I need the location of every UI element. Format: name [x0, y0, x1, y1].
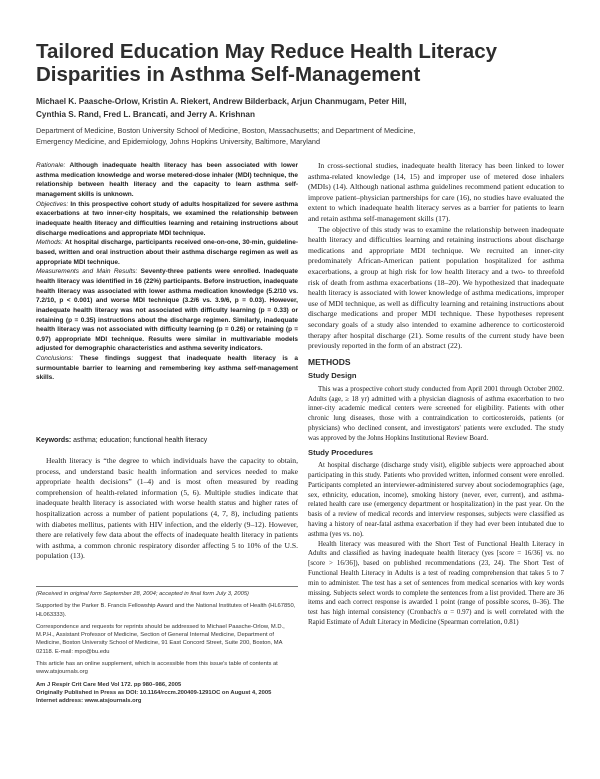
supplement-note: This article has an online supplement, which is accessible from this issue's table of contents at www.atsjournals.org	[36, 661, 278, 676]
abstract-conclusions-text: These findings suggest that inadequate health literacy is a surmountable barrier to learning and remembering key asthma self-management skills.	[36, 355, 298, 382]
study-procedures-paragraph-2: Health literacy was measured with the Short Test of Functional Health Literacy in Adults and classified as having inadequate health literacy (yes [score = 16/36] vs. no [score > 16/36]), based on published recommendations (23, 24). The Short Test of Functional Health Literacy in Adults is a test of reading comprehension that takes 5 to 7 min to administer. The test has a set of sentences from medical scenarios with key words missing. Subjects select words to complete the sentences from a list provided. There are 36 items and each correct response is awarded 1 point (range of possible scores, 0–36). The test has high internal consistency (Cronbach's α = 0.97) and is well correlated with the Rapid Estimate of Adult Literacy in Medicine (Spearman correlation, 0.81)	[308, 539, 564, 626]
abstract-measurements-text: Seventy-three patients were enrolled. Inadequate health literacy was identified in 16 (22%) participants. Before instruction, inadequate health literacy was associated with lower asthma medication knowledge (5.2/10 vs. 7.2/10, p < 0.001) and worse MDI technique (3.2/6 vs. 3.9/6, p = 0.03). However, inadequate health literacy was not associated with difficulty learning (p = 0.33) or retaining (p = 0.35) instructions about the discharge regimen. Similarly, inadequate health literacy was not associated with difficulty learning (p = 0.26) or retaining (p = 0.97) appropriate MDI technique. Results were similar in multivariable models adjusted for demographic characteristics and asthma severity indicators.	[36, 268, 298, 353]
abstract-methods	[36, 238, 298, 267]
article-title	[36, 40, 576, 86]
abstract-objectives-head: Objectives:	[36, 200, 69, 208]
abstract-measurements-head: Measurements and Main Results:	[36, 268, 138, 276]
correspondence-note: Correspondence and requests for reprints should be addressed to Michael Paasche-Orlow, M.D., M.P.H., Assistant Professor of Medicine, Section of General Internal Medicine, Department of Medicine, Boston University School of Medicine, 91 East Concord Street, Suite 200, Boston, MA 02118. E-mail: mpo@bu.edu	[36, 623, 285, 655]
keywords-text: asthma; education; functional health literacy	[73, 437, 208, 444]
journal-info	[36, 681, 298, 706]
abstract-objectives	[36, 200, 298, 239]
authors-line-2: Cynthia S. Rand, Fred L. Brancati, and Jerry A. Krishnan	[36, 110, 255, 119]
abstract-methods-text: At hospital discharge, participants received one-on-one, 30-min, guideline-based, written and oral instruction about their asthma discharge regimen as well as appropriate MDI technique.	[36, 239, 298, 266]
keywords	[36, 436, 298, 446]
abstract-objectives-text: In this prospective cohort study of adults hospitalized for severe asthma exacerbations at two inner-city hospitals, we examined the relationship between inadequate health literacy and difficulties learning and retaining instructions about discharge medications and appropriate MDI technique.	[36, 200, 298, 237]
title-line-2: Disparities in Asthma Self-Management	[36, 63, 421, 86]
journal-doi: Originally Published in Press as DOI: 10.1164/rccm.200409-1291OC on August 4, 2005	[36, 689, 272, 696]
abstract-measurements	[36, 267, 298, 354]
footnotes	[36, 590, 298, 706]
abstract-conclusions	[36, 354, 298, 383]
footnote-divider	[36, 586, 298, 587]
study-design-heading: Study Design	[308, 371, 357, 381]
intro-paragraph-1: Health literacy is “the degree to which individuals have the capacity to obtain, process, and understand basic health information and services needed to make appropriate health decisions” (1–4) and is most often measured by reading comprehension of health-related information (5, 6). Multiple studies indicate that inadequate health literacy is associated with worse health status and higher rates of hospitalization across a number of patient populations (4, 7, 8), including patients with diabetes mellitus, patients with HIV infection, and the elderly (9–12). However, there are relatively few data about the effects of inadequate health literacy in patients with asthma, a common chronic respiratory disorder affecting 5 to 10% of the U.S. population (13).	[36, 456, 298, 561]
support-note: Supported by the Parker B. Francis Fellowship Award and the National Institutes of Health (HL67850, HL063333).	[36, 603, 296, 618]
intro-paragraph-2: In cross-sectional studies, inadequate health literacy has been linked to lower asthma-related knowledge (14, 15) and improper use of metered dose inhalers (MDIs) (14). Although national asthma guidelines recommend patient education to improve patient–physician partnerships for care (16), no studies have evaluated the extent to which inadequate health literacy serves as a barrier for patients to learn and retain asthma self-management skills (17).	[308, 161, 564, 223]
methods-heading: METHODS	[308, 356, 351, 367]
authors-line-1: Michael K. Paasche-Orlow, Kristin A. Riekert, Andrew Bilderback, Arjun Chanmugam, Peter Hill,	[36, 97, 407, 106]
author-list	[36, 95, 576, 121]
abstract-rationale	[36, 161, 298, 200]
study-procedures-paragraph-1: At hospital discharge (discharge study visit), eligible subjects were approached about participating in this study. Patients who provided written, informed consent were enrolled. Participants completed an interviewer-administered survey about sociodemographics (age, sex, ethnicity, education, income), smoking history (never, ever, current), and asthma-related health care use (emergency department or hospitalization) in the past year. On the basis of a review of medical records and interview responses, subjects were classified as having a history of near-fatal asthma exacerbation if they had ever been intubated due to asthma (yes vs. no).	[308, 461, 564, 538]
study-procedures-heading: Study Procedures	[308, 447, 373, 457]
journal-url: Internet address: www.atsjournals.org	[36, 698, 142, 705]
title-line-1: Tailored Education May Reduce Health Literacy	[36, 40, 497, 63]
journal-citation: Am J Respir Crit Care Med Vol 172. pp 980–986, 2005	[36, 681, 182, 688]
affiliation-line-1: Department of Medicine, Boston University School of Medicine, Boston, Massachusetts; and Department of Medicine,	[36, 126, 416, 135]
study-design-text: This was a prospective cohort study conducted from April 2001 through October 2002. Adults (age, ≥ 18 yr) admitted with a physician diagnosis of asthma exacerbation to two inner-city academic medical centers were screened for eligibility. Patients with other chronic lung diseases, those with a contraindication to corticosteroids, patients (or physicians) who declined consent, and investigators' patients were excluded. The study was approved by the Johns Hopkins Institutional Review Board.	[308, 384, 564, 442]
abstract-methods-head: Methods:	[36, 239, 63, 247]
right-column	[308, 161, 564, 628]
affiliations	[36, 126, 576, 147]
intro-paragraph-3: The objective of this study was to examine the relationship between inadequate health literacy and difficulties learning and retaining instructions about discharge medications and appropriate MDI technique. We recruited an inner-city predominately African-American patient population hospitalized for asthma exacerbations, a group at high risk for low health literacy and a two- to threefold risk of death from asthma exacerbations (18–20). We hypothesized that inadequate health literacy is associated with lower knowledge of asthma medications, improper use of MDI technique, as well as difficulty learning and retaining instructions about discharge medications and proper MDI technique. These hypotheses represent secondary goals of a study also intended to examine adherence to corticosteroid therapy after hospital discharge (21). Some results of the current study have been previously reported in the form of an abstract (22).	[308, 224, 564, 351]
abstract	[36, 161, 298, 383]
affiliation-line-2: Emergency Medicine, and Epidemiology, Johns Hopkins University, Baltimore, Maryland	[36, 136, 321, 146]
keywords-head: Keywords:	[36, 437, 72, 444]
abstract-conclusions-head: Conclusions:	[36, 355, 74, 363]
introduction-left	[36, 456, 298, 562]
abstract-rationale-text: Although inadequate health literacy has been associated with lower asthma medication knowledge and worse metered-dose inhaler (MDI) technique, the relationship between health literacy and the capacity to learn asthma self-management skills is unknown.	[36, 162, 298, 198]
abstract-rationale-head: Rationale:	[36, 162, 66, 169]
received-dates: (Received in original form September 28, 2004; accepted in final form July 3, 2005)	[36, 591, 249, 597]
